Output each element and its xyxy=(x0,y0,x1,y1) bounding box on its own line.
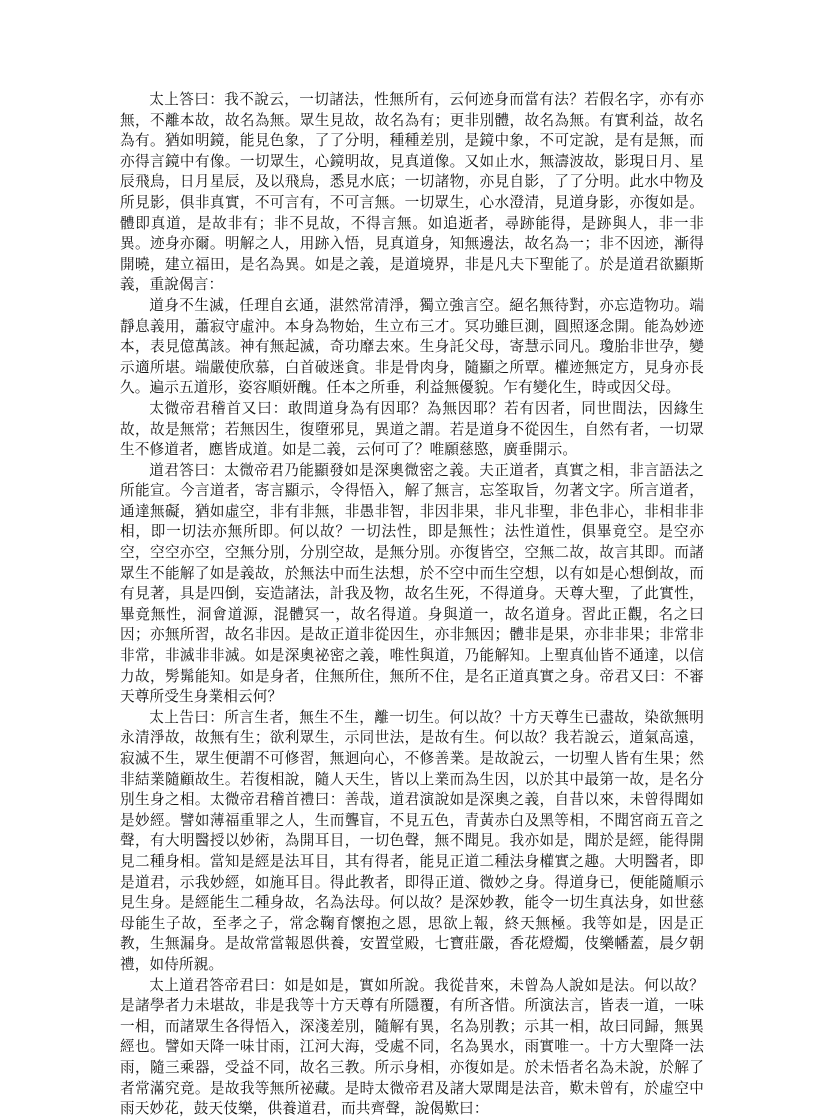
paragraph-verse: 道身不生滅，任理自玄通，湛然常清淨，獨立強言空。絕名無待對，亦忘造物功。端靜息義用，蕭寂守虛沖。本身為物始，生立布三才。冥功雖巨測，圓照逐念開。能為妙迹本，表見億萬該。神有無起滅，奇功靡去來。生身託父母，寄慧示同凡。瓊胎非世孕，變示適所堪。端嚴使欣慕，白首破迷貪。非是骨肉身，隨顯之所覃。權迹無定方，見身亦長久。遍示五道形，姿容順妍醜。任本之所垂，利益無優貌。乍有變化生，時或因父母。 xyxy=(120,296,704,397)
paragraph-answer-4: 太上道君答帝君曰：如是如是，實如所說。我從昔來，未曾為人說如是法。何以故？是諸學者力未堪故，非是我等十方天尊有所隱覆，有所吝惜。所演法言，皆表一道，一味一相，而諸眾生各得悟入，深淺差別，隨解有異，名為別教；示其一相，故曰同歸，無異經也。譬如天降一味甘雨，江河大海，受處不同，名為異水，雨實唯一。十方大聖降一法雨，隨三乘器，受益不同，故名三教。所示身相，亦復如是。於未悟者名為未說，於解了者常滿究竟。是故我等無所祕藏。是時太微帝君及諸大眾聞是法音，歎未曾有，於虛空中雨天妙花，鼓天伎樂，供養道君，而共齊聲，說偈歎曰： xyxy=(120,976,704,1118)
paragraph-question: 太微帝君稽首又曰：敢問道身為有因耶？為無因耶？若有因者，同世間法，因緣生故，故是無常；若無因生，復墮邪見，異道之謂。若是道身不從因生，自然有者，一切眾生不修道者，應皆成道。如是二義，云何可了？唯願慈愍，廣垂開示。 xyxy=(120,399,704,459)
paragraph-answer-1: 太上答曰：我不說云，一切諸法，性無所有，云何迹身而當有法？若假名字，亦有亦無，不離本故，故名為無。眾生見故，故名為有；更非別體，故名為無。有實利益，故名為有。猶如明鏡，能見色象，了了分明，種種差別，是鏡中象，不可定說，是有是無，而亦得言鏡中有像。一切眾生，心鏡明故，見真道像。又如止水，無濤波故，影現日月、星辰飛鳥，日月星辰，及以飛鳥，悉見水底；一切諸物，亦見自影，了了分明。此水中物及所見影，俱非真實，不可言有，不可言無。一切眾生，心水澄清，見道身影，亦復如是。體即真道，是故非有；非不見故，不得言無。如追逝者，尋跡能得，是跡與人，非一非異。迹身亦爾。明解之人，用跡入悟，見真道身，知無邊法，故名為一；非不因迹，漸得開曉，建立福田，是名為異。如是之義，是道境界，非是凡夫下聖能了。於是道君欲顯斯義，重說偈言： xyxy=(120,91,704,294)
paragraph-answer-2: 道君答曰：太微帝君乃能顯發如是深奧微密之義。夫正道者，真實之相，非言語法之所能宣。今言道者，寄言顯示，令得悟入，解了無言，忘筌取旨，勿著文字。所言道者，通達無礙，猶如虛空，非有非無，非愚非智，非因非果，非凡非聖，非色非心，非相非非相，即一切法亦無所即。何以故？一切法性，即是無性；法性道性，俱畢竟空。是空亦空，空空亦空，空無分別，分別空故，是無分別。亦復皆空，空無二故，故言其即。而諸眾生不能解了如是義故，於無法中而生法想，於不空中而生空想，以有如是心想倒故，而有見著，具是四倒，妄造諸法，計我及物，故名生死，不得道身。天尊大聖，了此實性，畢竟無性，洞會道源，混體冥一，故名得道。身與道一，故名道身。習此正觀，名之曰因；亦無所習，故名非因。是故正道非從因生，亦非無因；體非是果，亦非非果；非常非非常，非滅非非滅。如是深奧祕密之義，唯性與道，乃能解知。上聖真仙皆不通達，以信力故，髣髴能知。如是身者，住無所住，無所不住，是名正道真實之身。帝君又曰：不審天尊所受生身業相云何？ xyxy=(120,461,704,706)
paragraph-answer-3: 太上告曰：所言生者，無生不生，離一切生。何以故？十方天尊生已盡故，染欲無明永清淨故，故無有生；欲利眾生，示同世法，是故有生。何以故？我若說云，道氣高遠，寂滅不生，眾生便謂不可修習，無迴向心，不修善業。是故說云，一切聖人皆有生果；然非結業隨顧故生。若復相說，隨人天生，皆以上業而為生因，以於其中最第一故，是名分別生身之相。太微帝君稽首禮曰：善哉，道君演說如是深奧之義，自昔以來，未曾得聞如是妙經。譬如薄福重罪之人，生而聾盲，不見五色，青黃赤白及黑等相，不聞宮商五音之聲，有大明醫授以妙術，為開耳目，一切色聲，無不聞見。我亦如是，聞於是經，能得開見二種身相。當知是經是法耳目，其有得者，能見正道二種法身權實之趣。大明醫者，即是道君，示我妙經，如施耳目。得此教者，即得正道、微妙之身。得道身已，便能隨順示見生身。是經能生二種身故，名為法母。何以故？是深妙教，能令一切生真法身，如世慈母能生子故，至孝之子，常念鞠育懷抱之恩，思欲上報，終天無極。我等如是，因是正教，生無漏身。是故常當報恩供養，安置堂殿，七寶莊嚴，香花燈燭，伎樂幡蓋，晨夕朝禮，如侍所親。 xyxy=(120,708,704,973)
